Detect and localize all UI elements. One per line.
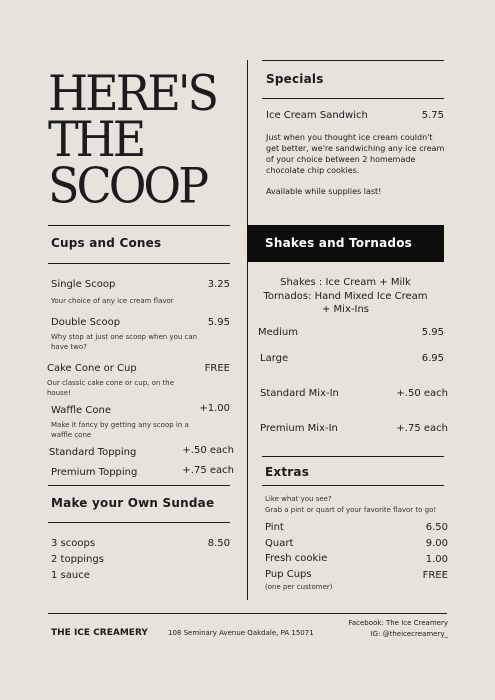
shakes-desc: Tornados: Hand Mixed Ice Cream — [263, 291, 428, 302]
shake-item-name: Medium — [258, 327, 298, 338]
menu-item-name: Waffle Cone — [51, 405, 111, 416]
extra-item-price: FREE — [422, 570, 448, 581]
special-item-desc: Just when you thought ice cream couldn't get better, we're sandwiching any ice cream of your choice between 2 homemade chocolate chip cookies. — [266, 133, 445, 175]
specials-top-rule — [262, 60, 444, 61]
shake-item-price: 6.95 — [421, 353, 444, 364]
footer-rule — [48, 613, 447, 614]
extra-item-price: 1.00 — [425, 554, 448, 565]
cups-bottom-rule — [48, 263, 230, 264]
extra-item-price: 9.00 — [425, 538, 448, 549]
shakes-heading: Shakes and Tornados — [265, 236, 412, 250]
shakes-desc: Shakes : Ice Cream + Milk — [280, 277, 411, 288]
footer-business-name: THE ICE CREAMERY — [51, 628, 148, 638]
menu-item-name: Standard Topping — [49, 447, 137, 458]
sundae-top-rule — [48, 485, 230, 486]
pup-cup-note: (one per customer) — [265, 583, 333, 591]
footer-address: 108 Seminary Avenue Oakdale, PA 15071 — [168, 629, 314, 637]
specials-bottom-rule — [262, 98, 444, 99]
menu-item-price: +.75 each — [182, 465, 234, 476]
extras-desc: Like what you see? — [265, 495, 332, 503]
special-note: Available while supplies last! — [266, 187, 382, 196]
extras-heading: Extras — [265, 465, 310, 479]
extra-item-name: Pint — [265, 522, 284, 533]
menu-item-price: FREE — [204, 363, 230, 374]
extra-item-name: Pup Cups — [265, 569, 312, 580]
sundae-bottom-rule — [48, 522, 230, 523]
title-line-1: HERE'S — [48, 64, 217, 122]
menu-item-desc: Make it fancy by getting any scoop in a waffle cone — [51, 421, 189, 439]
extras-top-rule — [262, 456, 444, 457]
shake-item-price: 5.95 — [421, 327, 444, 338]
shake-item-name: Large — [260, 353, 289, 364]
special-item-price: 5.75 — [421, 110, 444, 121]
sundae-line: 3 scoops — [51, 538, 96, 549]
menu-item-desc: Our classic cake cone or cup, on the house! — [47, 379, 175, 397]
menu-item-price: 3.25 — [207, 279, 230, 290]
menu-title — [48, 64, 238, 214]
extra-item-name: Quart — [265, 538, 294, 549]
footer-facebook[interactable]: Facebook: The Ice Creamery — [348, 619, 448, 627]
shake-item-price: +.50 each — [396, 388, 448, 399]
menu-item-name: Single Scoop — [51, 279, 116, 290]
sundae-line: 2 toppings — [51, 554, 104, 565]
footer-instagram[interactable]: IG: @theicecreamery_ — [370, 630, 448, 638]
cups-top-rule — [48, 225, 230, 226]
menu-item-name: Double Scoop — [51, 317, 121, 328]
shake-item-name: Premium Mix-In — [260, 423, 338, 434]
title-line-2: THE — [48, 110, 144, 168]
sundae-line: 1 sauce — [51, 570, 90, 581]
menu-item-name: Premium Topping — [51, 467, 138, 478]
menu-item-price: 5.95 — [207, 317, 230, 328]
menu-item-desc: Why stop at just one scoop when you can have two? — [51, 333, 198, 351]
sundae-heading: Make your Own Sundae — [51, 496, 215, 510]
sundae-price: 8.50 — [207, 538, 230, 549]
menu-item-price: +.50 each — [182, 445, 234, 456]
menu-item-desc: Your choice of any ice cream flavor — [51, 297, 174, 305]
shake-item-name: Standard Mix-In — [260, 388, 339, 399]
title-line-3: SCOOP — [48, 157, 207, 214]
shake-item-price: +.75 each — [396, 423, 448, 434]
special-item-name: Ice Cream Sandwich — [266, 110, 368, 121]
extra-item-price: 6.50 — [425, 522, 448, 533]
extras-desc: Grab a pint or quart of your favorite flavor to go! — [265, 506, 437, 514]
extras-bottom-rule — [262, 485, 444, 486]
extra-item-name: Fresh cookie — [265, 553, 328, 564]
center-divider — [247, 60, 248, 600]
specials-heading: Specials — [266, 72, 324, 86]
menu-item-price: +1.00 — [199, 403, 230, 414]
shakes-desc: + Mix-Ins — [322, 304, 369, 315]
menu-item-name: Cake Cone or Cup — [47, 363, 137, 374]
cups-heading: Cups and Cones — [51, 236, 162, 250]
